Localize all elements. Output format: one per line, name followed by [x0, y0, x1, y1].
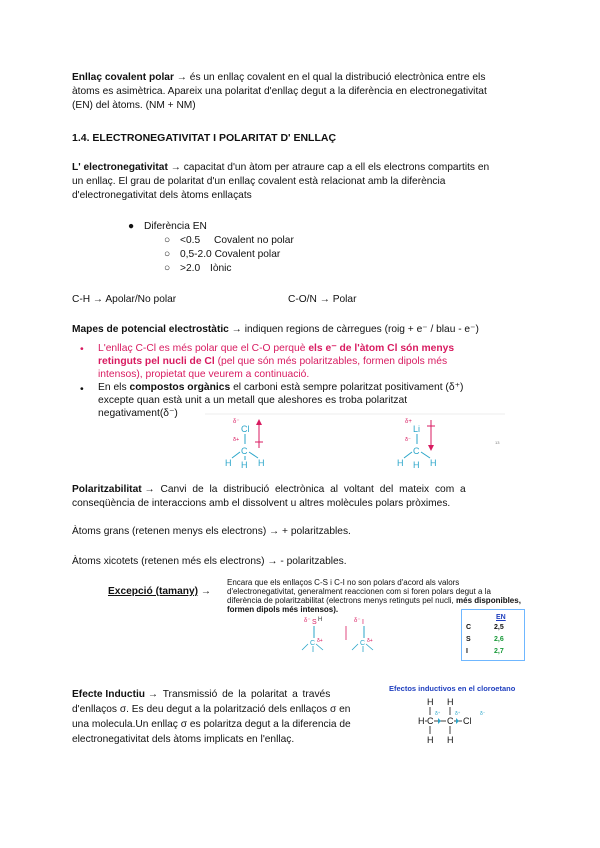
- slide1-b1-l1: L'enllaç C-Cl es més polar que el C-O perquè els e⁻ de l'àtom Cl són menys: [98, 343, 455, 354]
- polar-line1: Polaritzabilitat → Canvi de la distribució electrònica al voltant del mateix com a: [72, 484, 466, 495]
- excepcio-l4: formen dipols més intensos).: [227, 605, 339, 614]
- inductiu-line1: Efecte Inductiu → Transmissió de la polaritat a través: [72, 689, 331, 700]
- p2-line3: d'electronegativitat dels àtoms enllaçats: [72, 190, 252, 201]
- atom-h-1c: H: [241, 460, 248, 468]
- excepcio-l2: d'electronegativitat, generalment reaccionen com si foren polars degut a la: [227, 587, 491, 596]
- page-number: 13: [495, 440, 500, 445]
- bullet-main: ● Diferència EN: [128, 221, 207, 232]
- svg-text:δ⁻: δ⁻: [304, 618, 311, 624]
- atom-c2: C: [413, 446, 420, 456]
- svg-text:Cl: Cl: [463, 716, 472, 726]
- svg-text:S: S: [312, 619, 317, 626]
- p1-line1: Enllaç covalent polar → és un enllaç covalent en el qual la distribució electrònica entre els: [72, 72, 486, 83]
- svg-text:C: C: [310, 640, 316, 647]
- mapes-line: Mapes de potencial electrostàtic → indiquen regions de càrregues (roig + e⁻ / blau - e⁻): [72, 324, 479, 335]
- bullet-item-1: ○ 0,5-2.0 Covalent polar: [164, 249, 281, 260]
- molecules-figure-2: [290, 612, 410, 656]
- atom-h-1a: H: [225, 458, 232, 468]
- svg-text:C: C: [447, 716, 454, 726]
- en-row-c-el: C: [466, 624, 472, 631]
- inductiu-line3: una molecula.Un enllaç σ es polaritza degut a la diferencia de: [72, 719, 351, 730]
- svg-text:δ+: δ+: [367, 638, 373, 644]
- section-title: 1.4. ELECTRONEGATIVITAT I POLARITAT D' ENLLAÇ: [72, 132, 337, 144]
- slide1-bullet2: •: [80, 383, 84, 395]
- polar-line2: conseqüència de interaccions amb el dissolvent u altres molècules polars pròximes.: [72, 498, 451, 509]
- slide1-bullet1: •: [80, 343, 84, 355]
- svg-text:C: C: [427, 716, 434, 726]
- atom-cl: Cl: [241, 424, 250, 434]
- example-ch: C-H → Apolar/No polar: [72, 294, 177, 305]
- p2-line2: un enllaç. El grau de polaritat d'un enllaç covalent està relacionat amb la diferència: [72, 176, 446, 187]
- en-row-s-el: S: [466, 636, 471, 643]
- grans-line: Àtoms grans (retenen menys els electrons) → + polaritzables.: [72, 526, 351, 537]
- svg-text:H: H: [447, 697, 454, 707]
- svg-text:H: H: [427, 735, 434, 745]
- en-row-c-val: 2,5: [494, 624, 504, 631]
- svg-text:H: H: [447, 735, 454, 745]
- atom-h-2b: H: [430, 458, 437, 468]
- chloroethane-figure: [418, 696, 518, 748]
- atom-c1: C: [241, 446, 248, 456]
- inductiu-line2: d'enllaços σ. Es deu degut a la polarització dels enllaços σ en: [72, 704, 351, 715]
- slide1-b1-l2: retinguts pel nucli de Cl (pel que són més polaritzables, formen dipols més: [98, 356, 448, 367]
- inductiu-line4: electronegativitat dels àtoms implicats en l'enllaç.: [72, 734, 295, 745]
- atom-h-1b: H: [258, 458, 265, 468]
- svg-text:δ⁻: δ⁻: [480, 711, 486, 717]
- excepcio-l1: Encara que els enllaços C-S i C-I no son polars d'acord als valors: [227, 578, 460, 587]
- en-row-s-val: 2,6: [494, 636, 504, 643]
- p1-line3: (EN) del àtoms. (NM + NM): [72, 100, 196, 111]
- en-row-i-el: I: [466, 648, 468, 655]
- svg-text:I: I: [362, 619, 364, 626]
- inductiu-figure-title: Efectos inductivos en el cloroetano: [389, 684, 516, 693]
- p1-line2: àtoms es asimètrica. Apareix una polaritat d'enllaç degut a la diferència en electronegativitat: [72, 86, 487, 97]
- slide1-b1-l3: intensos), propietat que veurem a continuació.: [98, 369, 310, 380]
- atom-h-2a: H: [397, 458, 404, 468]
- svg-text:C: C: [360, 640, 366, 647]
- molecules-figure-1: [205, 410, 505, 468]
- bullet-item-2: ○ >2.0 Iònic: [164, 263, 232, 274]
- svg-text:H: H: [427, 697, 434, 707]
- excepcio-l3: diferència de polaritzabilitat (electrons menys retinguts pel nucli, més disponibles,: [227, 596, 521, 605]
- en-table: [461, 609, 525, 661]
- svg-text:H: H: [418, 716, 425, 726]
- en-table-header: EN: [496, 614, 506, 621]
- atom-li: Li: [413, 424, 421, 434]
- svg-text:δ⁺: δ⁺: [435, 711, 441, 717]
- term-enllac-covalent-polar: Enllaç covalent polar: [72, 72, 174, 83]
- excepcio-label: Excepció (tamany) →: [108, 586, 212, 597]
- dminus-c2: δ⁻: [405, 437, 411, 443]
- slide1-b2-l3: negativament(δ⁻): [98, 408, 178, 419]
- slide1-b2-l2: excepte quan està unit a un metall que aleshores es troba polaritzat: [98, 395, 408, 406]
- slide1-b2-l1: En els compostos orgànics el carboni està sempre polaritzat positivament (δ⁺): [98, 382, 464, 393]
- dminus-cl: δ⁻: [233, 419, 240, 425]
- dplus-c1: δ+: [233, 437, 240, 443]
- dplus-li: δ+: [405, 419, 412, 425]
- svg-text:H: H: [318, 617, 323, 623]
- en-row-i-val: 2,7: [494, 648, 504, 655]
- atom-h-2c: H: [413, 460, 420, 468]
- svg-text:δ+: δ+: [317, 638, 323, 644]
- svg-text:δ⁺: δ⁺: [455, 711, 461, 717]
- xicotets-line: Àtoms xicotets (retenen més els electrons) → - polaritzables.: [72, 556, 347, 567]
- p2-line1: L' electronegativitat → capacitat d'un àtom per atraure cap a ell els electrons compartits en: [72, 162, 490, 173]
- bullet-item-0: ○ <0.5 Covalent no polar: [164, 235, 294, 246]
- svg-text:δ⁻: δ⁻: [354, 618, 361, 624]
- example-co: C-O/N → Polar: [288, 294, 357, 305]
